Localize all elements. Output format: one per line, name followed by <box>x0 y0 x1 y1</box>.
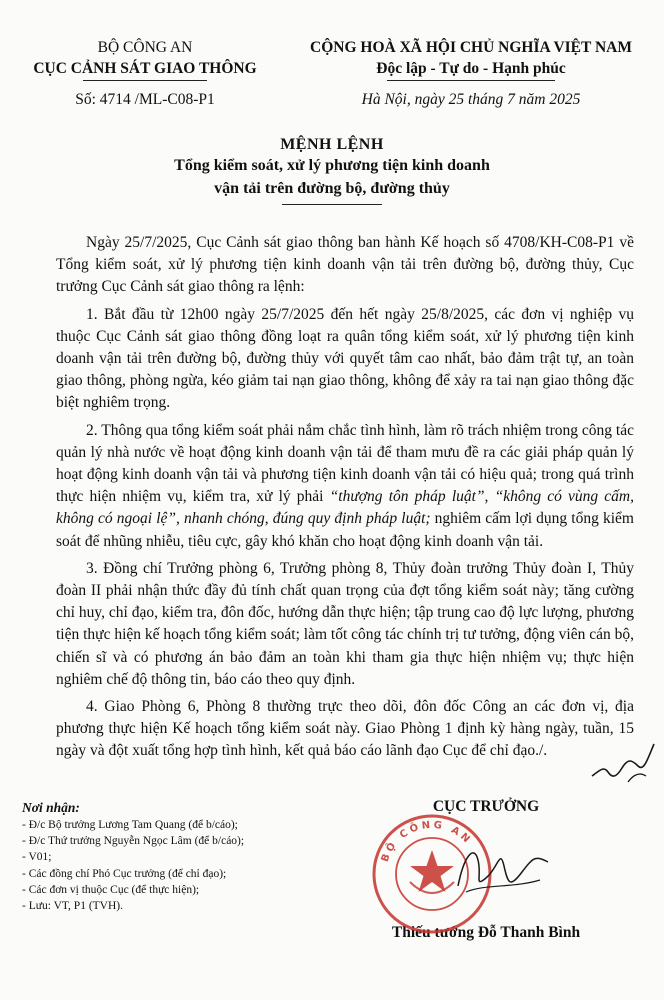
recipients-list <box>22 817 352 914</box>
signer-name: Thiếu tướng Đỗ Thanh Bình <box>391 924 581 941</box>
recipient-item: - V01; <box>22 851 52 864</box>
department-underline <box>83 80 207 81</box>
recipient-item: - Các đơn vị thuộc Cục (để thực hiện); <box>22 883 200 896</box>
motto-underline <box>387 80 555 81</box>
recipients-label: Nơi nhận: <box>22 800 80 815</box>
subject-line-2: vận tải trên đường bộ, đường thủy <box>214 180 450 197</box>
national-motto: Độc lập - Tự do - Hạnh phúc <box>376 60 566 77</box>
recipients-block <box>22 800 352 914</box>
order-item-4: 4. Giao Phòng 6, Phòng 8 thường trực theo dõi, đôn đốc Công an các đơn vị, địa phương thực hiện Kế hoạch tổng kiểm soát này. Giao Phòng 1 định kỳ hàng ngày, tuần, 15 ngày và đột xuất tổng hợp tình hình, kết quả báo cáo lãnh đạo Cục để chỉ đạo./. <box>56 698 634 760</box>
item-2-quote: “thượng tôn pháp luật”, “không có vùng cấm, không có ngoại lệ”, nhanh chóng, đúng quy định pháp luật; <box>56 488 634 528</box>
recipient-item: - Đ/c Bộ trưởng Lương Tam Quang (để b/cáo); <box>22 819 238 831</box>
svg-text:BỘ CÔNG AN: BỘ CÔNG AN <box>379 819 474 864</box>
item-2-text-a: 2. Thông qua tổng kiểm soát phải nắm chắc tình hình, làm rõ trách nhiệm trong công tác quản lý nhà nước về hoạt động kinh doanh vận tải để tham mưu đề ra các giải pháp quản lý hoạt động kinh doanh vận tải và phương tiện kinh doanh vận tải có hiệu quả; trong quá trình thực hiện nhiệm vụ, kiểm tra, xử lý phải <box>56 421 634 506</box>
recipient-item: - Các đồng chí Phó Cục trưởng (để chỉ đạo); <box>22 867 227 880</box>
title-underline <box>282 204 382 205</box>
national-header-block <box>278 37 664 109</box>
ministry-name: BỘ CÔNG AN <box>97 39 193 56</box>
document-body <box>56 232 634 768</box>
initials-mark <box>588 736 658 788</box>
recipient-item: - Đ/c Thứ trưởng Nguyễn Ngọc Lâm (để b/cáo); <box>22 835 245 848</box>
subject-line-1: Tổng kiểm soát, xử lý phương tiện kinh doanh <box>174 157 490 174</box>
document-type: MỆNH LỆNH <box>280 136 384 153</box>
issuing-agency-block <box>0 37 290 109</box>
item-2-text-b: nghiêm cấm lợi dụng tổng kiểm soát để nhũng nhiễu, tiêu cực, gây khó khăn cho hoạt động kinh doanh vận tải. <box>56 510 634 550</box>
order-item-1: 1. Bắt đầu từ 12h00 ngày 25/7/2025 đến hết ngày 25/8/2025, các đơn vị nghiệp vụ thuộc Cục Cảnh sát giao thông đồng loạt ra quân tổng kiểm soát, xử lý phương tiện kinh doanh vận tải trên đường bộ, đường thủy với quyết tâm cao nhất, bảo đảm trật tự, an toàn giao thông, phòng ngừa, kéo giảm tai nạn giao thông, không để xảy ra tai nạn giao thông đặc biệt nghiêm trọng. <box>56 305 634 412</box>
intro-paragraph: Ngày 25/7/2025, Cục Cảnh sát giao thông ban hành Kế hoạch số 4708/KH-C08-P1 về Tổng kiểm soát, xử lý phương tiện kinh doanh vận tải trên đường bộ, đường thủy, Cục trưởng Cục Cảnh sát giao thông ra lệnh: <box>56 234 634 296</box>
document-title-block <box>0 136 664 205</box>
order-item-3: 3. Đồng chí Trưởng phòng 6, Trưởng phòng 8, Thủy đoàn trưởng Thủy đoàn I, Thủy đoàn II phải nhận thức đầy đủ tính chất quan trọng của đợt tổng kiểm soát này; tăng cường chỉ huy, chỉ đạo, kiểm tra, đôn đốc, hướng dẫn thực hiện; tập trung cao độ lực lượng, phương tiện thực hiện kế hoạch tổng kiểm soát; làm tốt công tác chính trị tư tưởng, động viên cán bộ, chiến sĩ và có phương án bảo đảm an toàn khi tham gia thực hiện nhiệm vụ; thực hiện nghiêm chế độ thông tin, báo cáo theo quy định. <box>56 559 634 688</box>
place-and-date: Hà Nội, ngày 25 tháng 7 năm 2025 <box>361 91 581 108</box>
document-number: Số: 4714 /ML-C08-P1 <box>75 91 215 108</box>
national-title: CỘNG HOÀ XÃ HỘI CHỦ NGHĨA VIỆT NAM <box>310 39 632 56</box>
handwritten-signature <box>444 826 554 906</box>
department-name: CỤC CẢNH SÁT GIAO THÔNG <box>33 60 257 77</box>
order-item-2 <box>56 420 634 553</box>
signer-role: CỤC TRƯỞNG <box>432 798 540 815</box>
recipient-item: - Lưu: VT, P1 (TVH). <box>22 900 123 913</box>
